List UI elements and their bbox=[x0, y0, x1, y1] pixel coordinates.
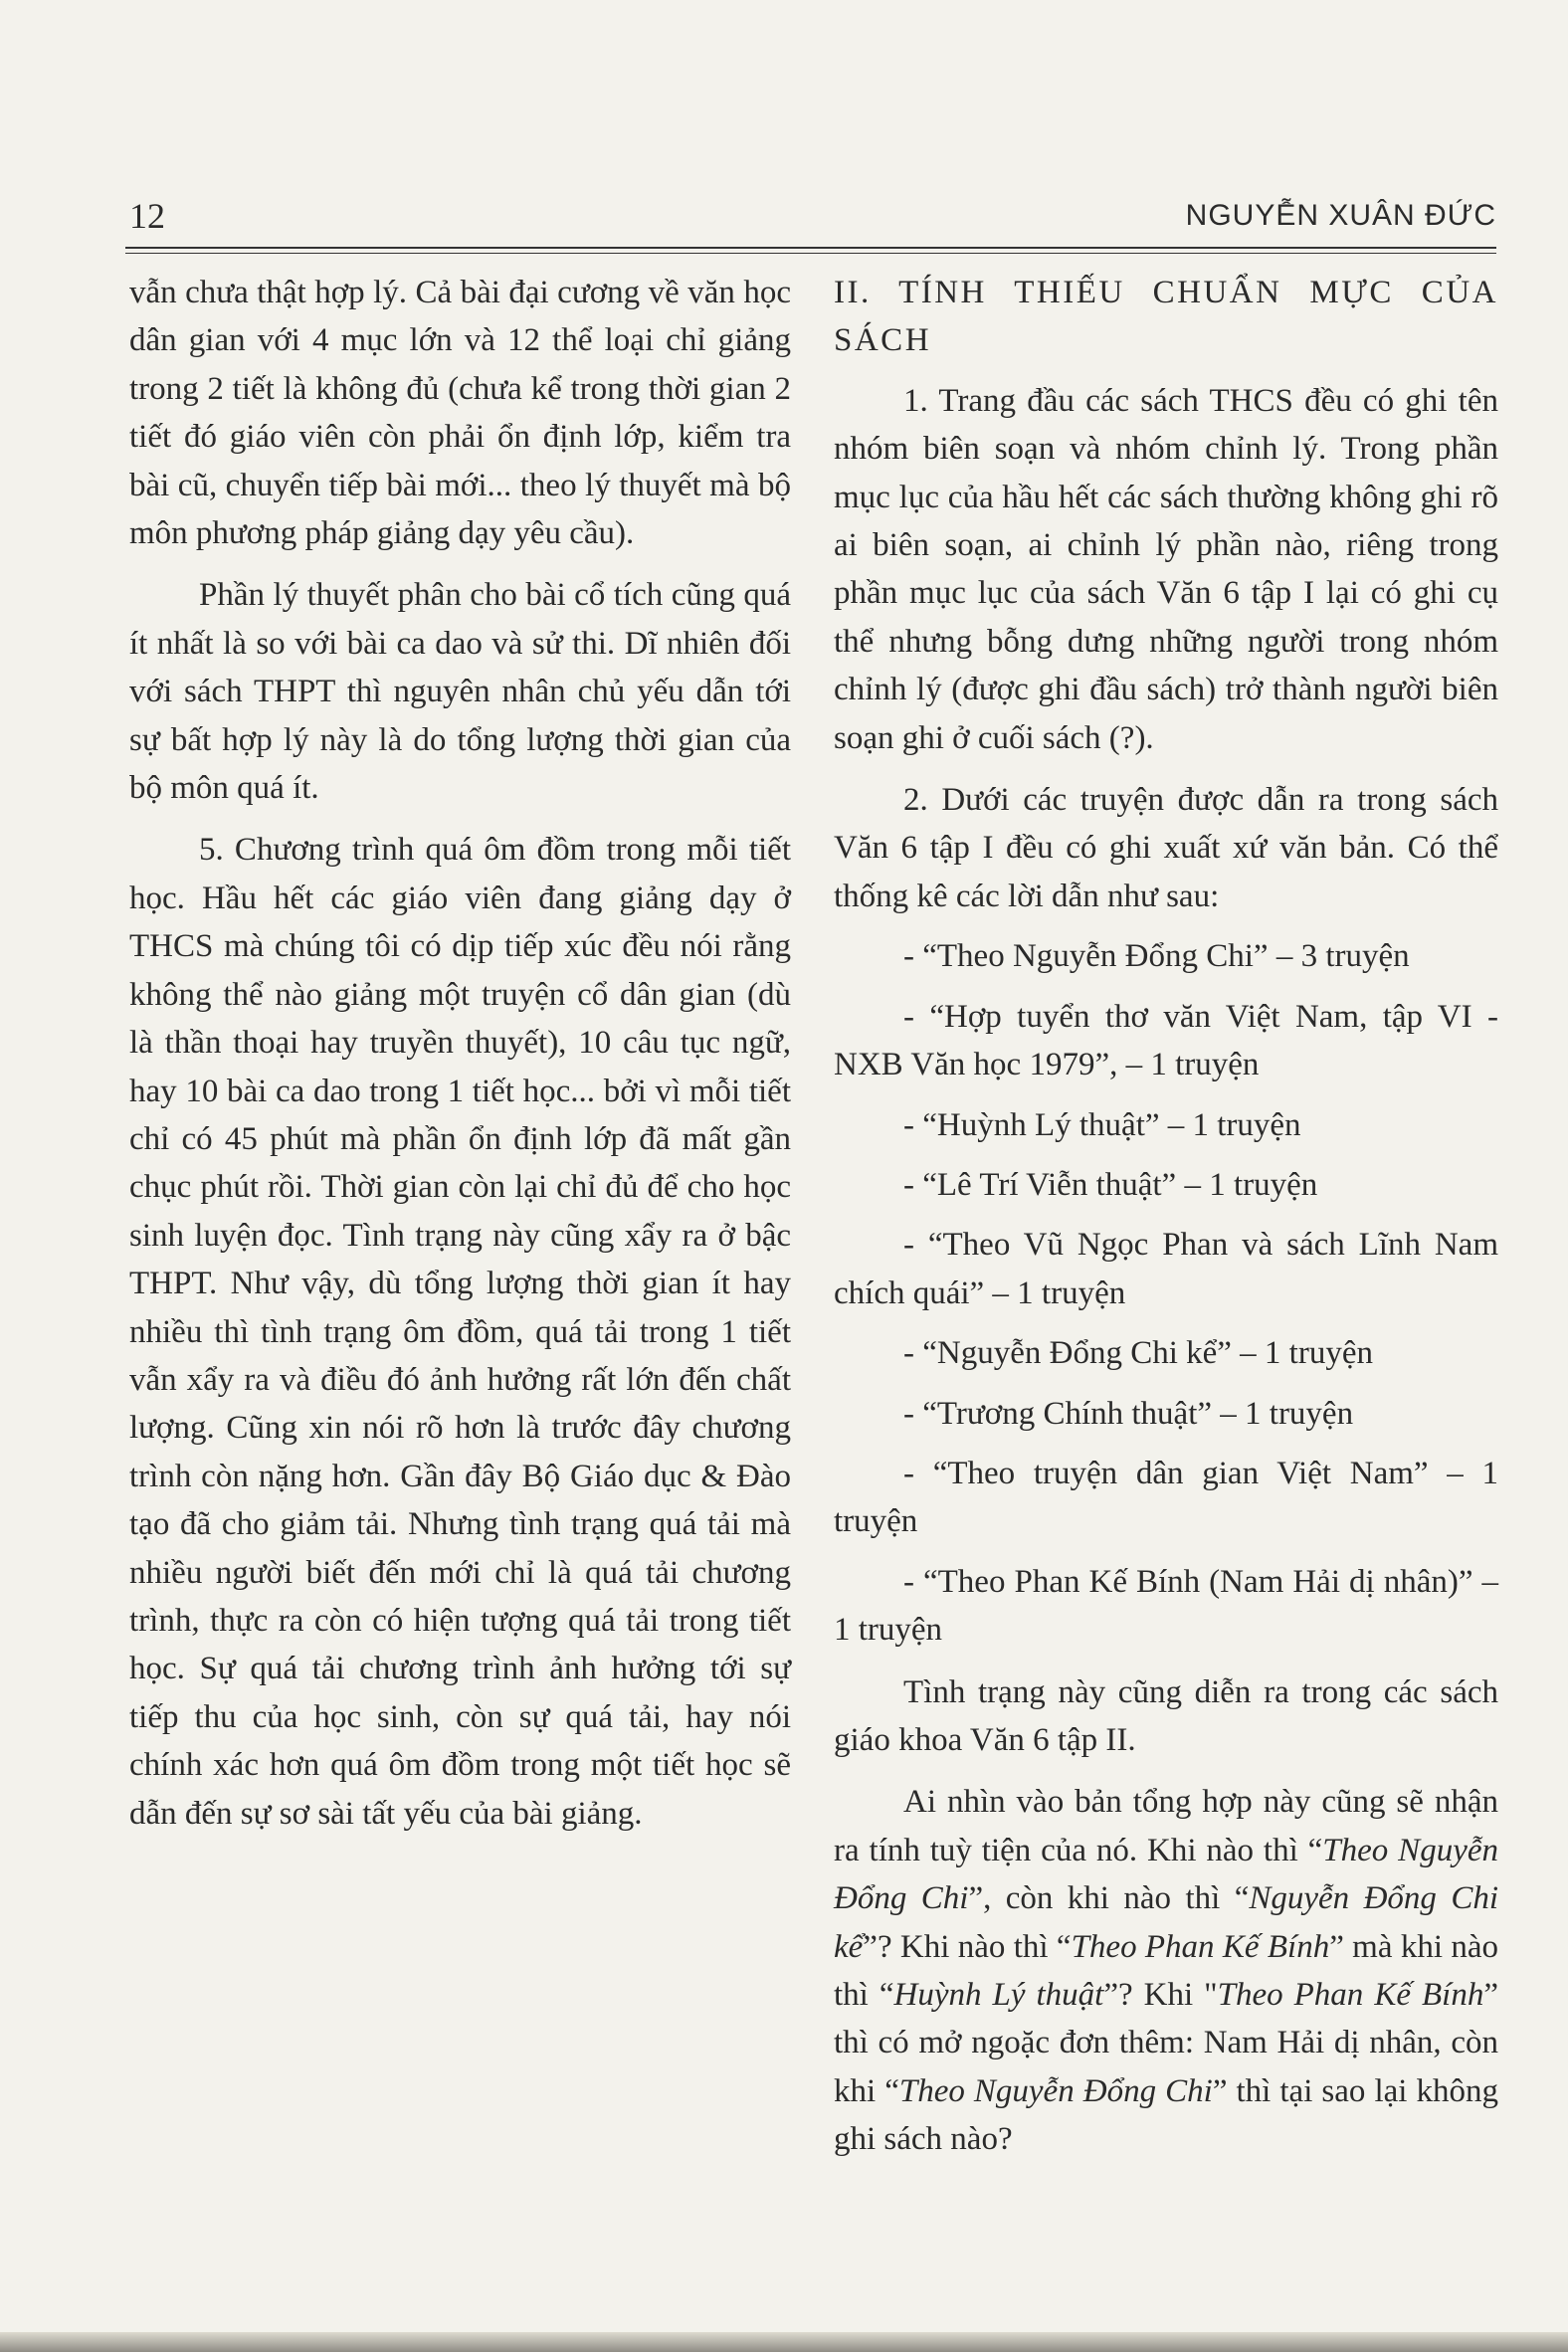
left-column bbox=[129, 269, 791, 1838]
text-run: ”, còn khi nào thì “ bbox=[968, 1880, 1250, 1917]
paragraph-continued: vẫn chưa thật hợp lý. Cả bài đại cương về văn học dân gian với 4 mục lớn và 12 thể loại chỉ giảng trong 2 tiết là không đủ (chưa kể trong thời gian 2 tiết đó giáo viên còn phải ổn định lớp, kiểm tra bài cũ, chuyển tiếp bài mới... theo lý thuyết mà bộ môn phương pháp giảng dạy yêu cầu). bbox=[129, 275, 791, 552]
page-number: 12 bbox=[129, 196, 165, 236]
text-run: ” mà khi nào thì “ bbox=[834, 1928, 1498, 2013]
page-header bbox=[129, 195, 1496, 247]
paragraph: 2. Dưới các truyện được dẫn ra trong sách Văn 6 tập I đều có ghi xuất xứ văn bản. Có thể thống kê các lời dẫn như sau: bbox=[834, 782, 1498, 914]
italic-run: Theo Nguyễn Đổng Chi bbox=[898, 2072, 1213, 2109]
citation-item: - “Theo truyện dân gian Việt Nam” – 1 truyện bbox=[834, 1455, 1498, 1540]
citation-item: - “Lê Trí Viễn thuật” – 1 truyện bbox=[903, 1166, 1318, 1203]
citation-item: - “Hợp tuyển thơ văn Việt Nam, tập VI - NXB Văn học 1979”, – 1 truyện bbox=[834, 998, 1498, 1083]
citation-item: - “Trương Chính thuật” – 1 truyện bbox=[903, 1395, 1354, 1432]
citation-item: - “Nguyễn Đổng Chi kể” – 1 truyện bbox=[903, 1335, 1373, 1372]
header-rule-thin bbox=[125, 253, 1496, 254]
paragraph: 5. Chương trình quá ôm đồm trong mỗi tiết học. Hầu hết các giáo viên đang giảng dạy ở THCS mà chúng tôi có dịp tiếp xúc đều nói rằng không thể nào giảng một truyện cổ dân gian (dù là thần thoại hay truyền thuyết), 10 câu tục ngữ, hay 10 bài ca dao trong 1 tiết học... bởi vì mỗi tiết chỉ có 45 phút mà phần ổn định lớp đã mất gần chục phút rồi. Thời gian còn lại chỉ đủ để cho học sinh luyện đọc. Tình trạng này cũng xẩy ra ở bậc THPT. Như vậy, dù tổng lượng thời gian ít hay nhiều thì tình trạng ôm đồm, quá tải trong 1 tiết vẫn xẩy ra và điều đó ảnh hưởng rất lớn đến chất lượng. Cũng xin nói rõ hơn là trước đây chương trình còn nặng hơn. Gần đây Bộ Giáo dục & Đào tạo đã cho giảm tải. Nhưng tình trạng quá tải mà nhiều người biết đến mới chỉ là quá tải chương trình, thực ra còn có hiện tượng quá tải trong tiết học. Sự quá tải chương trình ảnh hưởng tới sự tiếp thu của học sinh, còn sự quá tải, hay nói chính xác hơn quá ôm đồm trong một tiết học sẽ dẫn đến sự sơ sài tất yếu của bài giảng. bbox=[129, 832, 791, 1832]
italic-run: Nguyễn Đổng Chi kể bbox=[834, 1880, 1499, 1965]
text-run: ” thì tại sao lại không ghi sách nào? bbox=[834, 2072, 1498, 2158]
italic-run: Theo Phan Kế Bính bbox=[1217, 1977, 1484, 2013]
paragraph: Tình trạng này cũng diễn ra trong các sách giáo khoa Văn 6 tập II. bbox=[834, 1673, 1498, 1758]
citation-item: - “Theo Nguyễn Đổng Chi” – 3 truyện bbox=[903, 938, 1410, 975]
citation-item: - “Theo Vũ Ngọc Phan và sách Lĩnh Nam chích quái” – 1 truyện bbox=[834, 1227, 1498, 1311]
text-run: ”? Khi " bbox=[1103, 1977, 1218, 2013]
header-rule bbox=[125, 247, 1496, 249]
italic-run: Theo Nguyễn Đổng Chi bbox=[834, 1832, 1498, 1917]
citation-item: - “Theo Phan Kế Bính (Nam Hải dị nhân)” – 1 truyện bbox=[834, 1563, 1498, 1649]
paragraph-with-italics bbox=[834, 1778, 1498, 2163]
italic-run: Huỳnh Lý thuật bbox=[893, 1977, 1104, 2013]
text-run: ”? Khi nào thì “ bbox=[863, 1928, 1072, 1965]
right-column bbox=[834, 269, 1498, 2164]
italic-run: Theo Phan Kế Bính bbox=[1071, 1928, 1330, 1965]
paragraph: 1. Trang đầu các sách THCS đều có ghi tên nhóm biên soạn và nhóm chỉnh lý. Trong phần mục lục của hầu hết các sách thường không ghi rõ ai biên soạn, ai chỉnh lý phần nào, riêng trong phần mục lục của sách Văn 6 tập I lại có ghi cụ thể nhưng bỗng dưng những người trong nhóm chỉnh lý (được ghi đầu sách) trở thành người biên soạn ghi ở cuối sách (?). bbox=[834, 382, 1498, 756]
section-heading: II. TÍNH THIẾU CHUẨN MỰC CỦA SÁCH bbox=[834, 275, 1498, 359]
citation-item: - “Huỳnh Lý thuật” – 1 truyện bbox=[903, 1106, 1301, 1143]
paragraph: Phần lý thuyết phân cho bài cổ tích cũng quá ít nhất là so với bài ca dao và sử thi. Dĩ nhiên đối với sách THPT thì nguyên nhân chủ yếu dẫn tới sự bất hợp lý này là do tổng lượng thời gian của bộ môn quá ít. bbox=[129, 577, 791, 807]
running-head-author: NGUYỄN XUÂN ĐỨC bbox=[1185, 199, 1496, 232]
text-run: ” thì có mở ngoặc đơn thêm: Nam Hải dị nhân, còn khi “ bbox=[834, 1977, 1498, 2109]
text-run: Ai nhìn vào bản tổng hợp này cũng sẽ nhận ra tính tuỳ tiện của nó. Khi nào thì “ bbox=[834, 1784, 1498, 1868]
scan-bottom-edge bbox=[0, 2332, 1568, 2352]
